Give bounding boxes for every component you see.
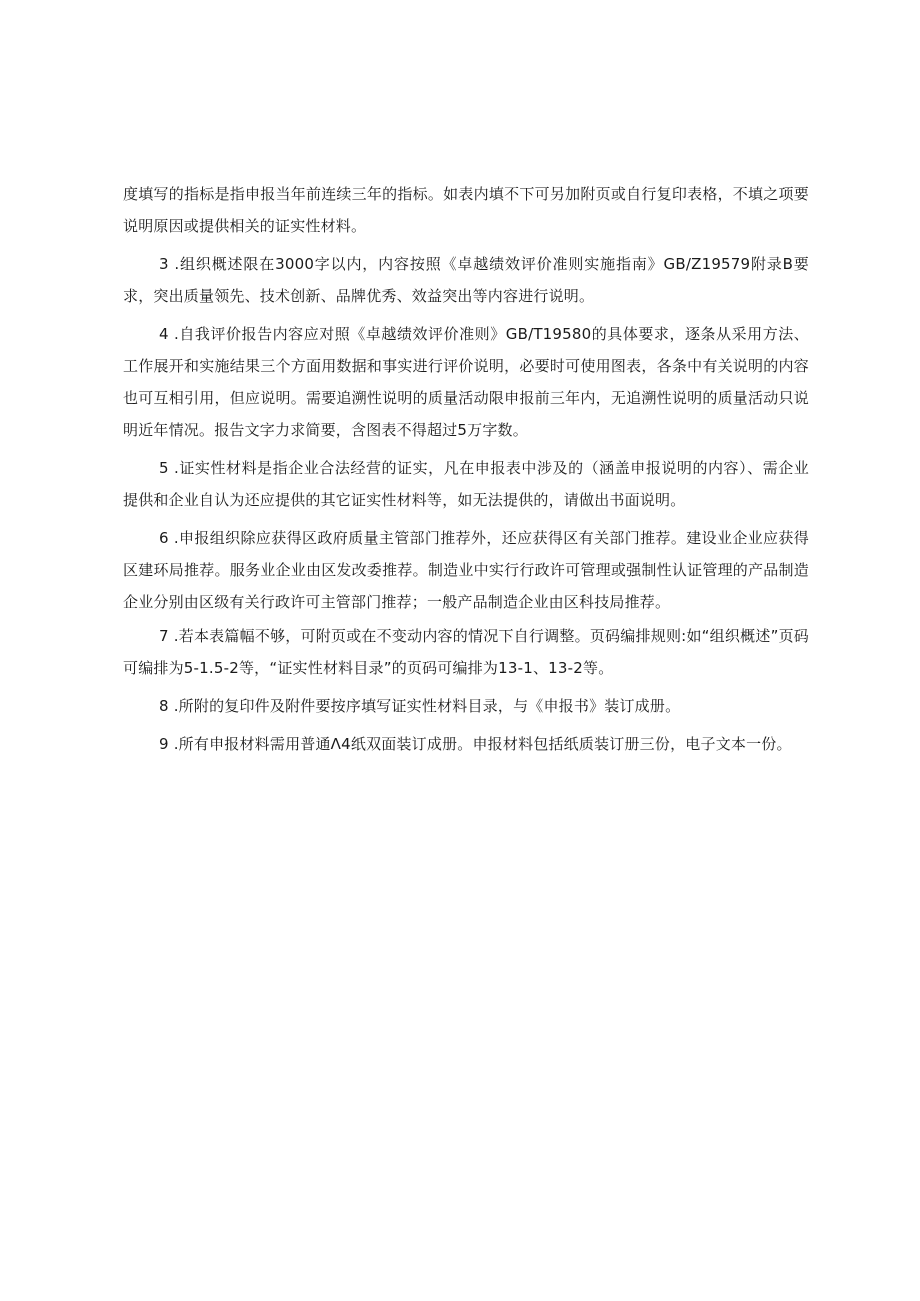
paragraph-item-6: 6 .申报组织除应获得区政府质量主管部门推荐外，还应获得区有关部门推荐。建设业企业应获得区建环局推荐。服务业企业由区发改委推荐。制造业中实行行政许可管理或强制性认证管理的产品制造企业分别由区级有关行政许可主管部门推荐；一般产品制造企业由区科技局推荐。 [123,529,809,611]
paragraph-item-8: 8 .所附的复印件及附件要按序填写证实性材料目录，与《申报书》装订成册。 [159,697,681,715]
paragraph-item-7: 7 .若本表篇幅不够，可附页或在不变动内容的情况下自行调整。页码编排规则:如“组织概述”页码可编排为5-1.5-2等，“证实性材料目录”的页码可编排为13-1、13-2等。 [123,627,809,677]
paragraph-continuation: 度填写的指标是指申报当年前连续三年的指标。如表内填不下可另加附页或自行复印表格，不填之项要说明原因或提供相关的证实性材料。 [123,185,809,235]
paragraph-item-9: 9 .所有申报材料需用普通Λ4纸双面装订成册。申报材料包括纸质装订册三份，电子文本一份。 [159,735,792,753]
paragraph-item-3: 3 .组织概述限在3000字以内，内容按照《卓越绩效评价准则实施指南》GB/Z19579附录B要求，突出质量领先、技术创新、品牌优秀、效益突出等内容进行说明。 [123,255,809,305]
document-body [123,178,809,760]
paragraph-item-4: 4 .自我评价报告内容应对照《卓越绩效评价准则》GB/T19580的具体要求，逐条从采用方法、工作展开和实施结果三个方面用数据和事实进行评价说明，必要时可使用图表，各条中有关说明的内容也可互相引用，但应说明。需要追溯性说明的质量活动限申报前三年内，无追溯性说明的质量活动只说明近年情况。报告文字力求简要，含图表不得超过5万字数。 [123,325,809,439]
paragraph-item-5: 5 .证实性材料是指企业合法经营的证实，凡在申报表中涉及的（涵盖申报说明的内容）、需企业提供和企业自认为还应提供的其它证实性材料等，如无法提供的，请做出书面说明。 [123,459,809,509]
